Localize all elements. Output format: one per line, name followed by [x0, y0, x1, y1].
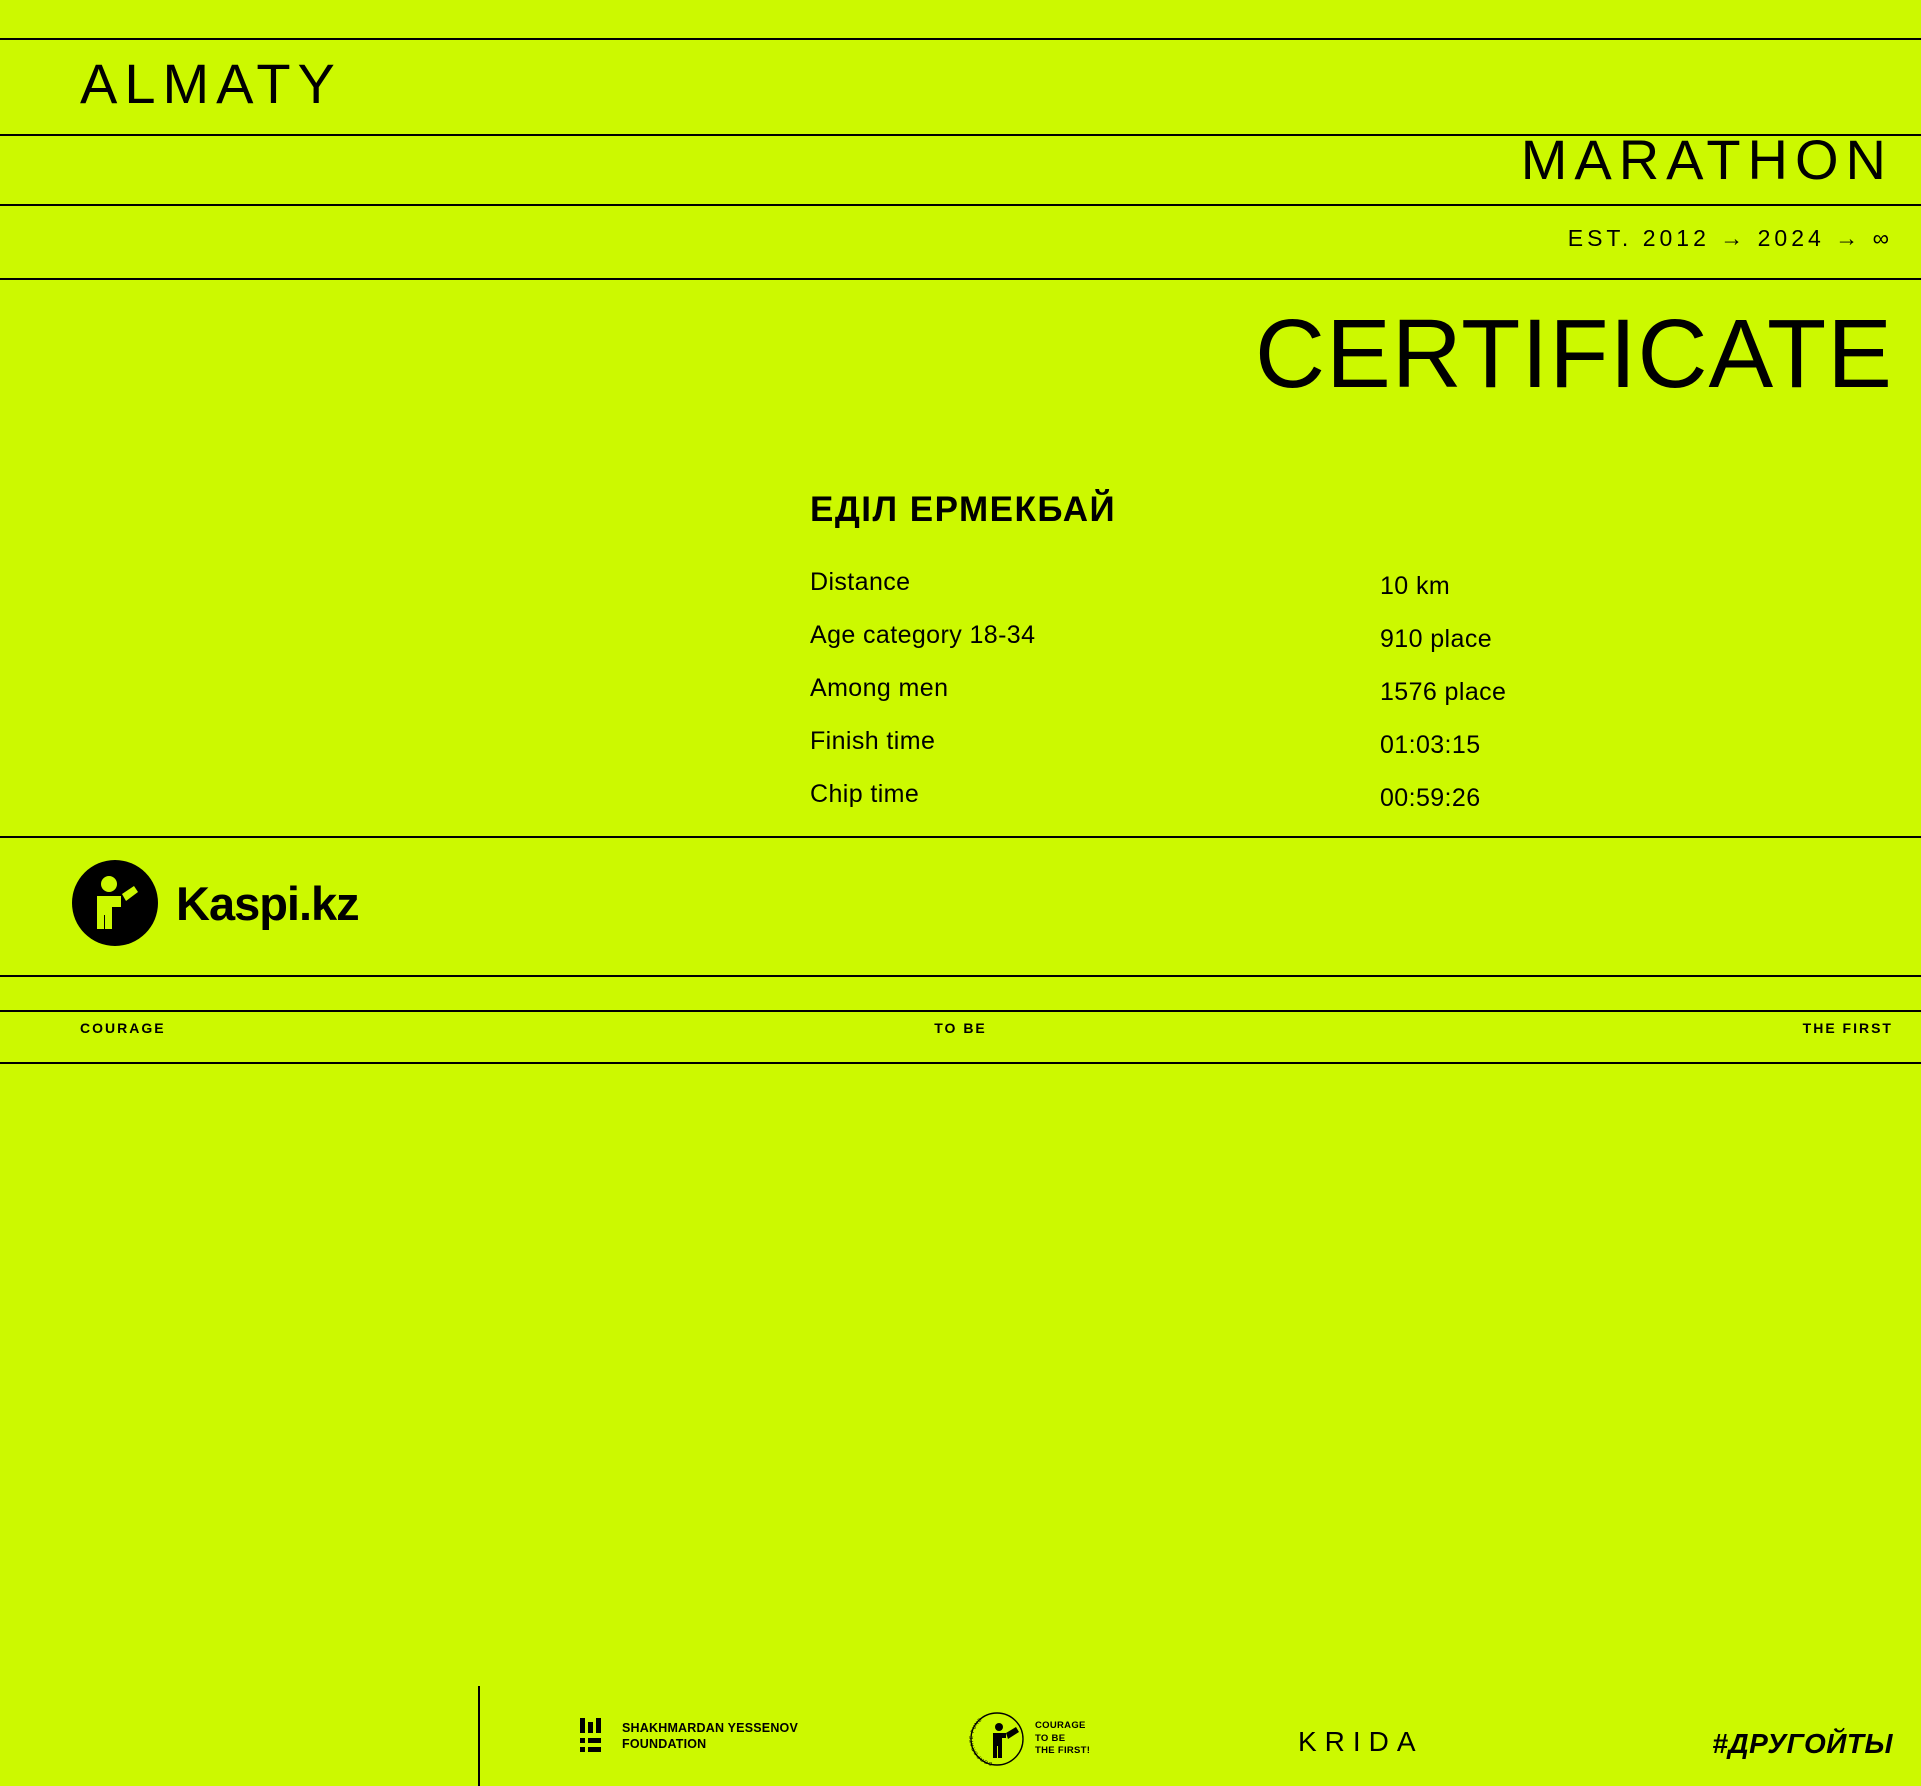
courage-fund-wordmark	[1035, 1720, 1090, 1758]
kaspi-logo-icon	[72, 860, 158, 946]
sponsor-krida: KRIDA	[1298, 1726, 1424, 1757]
table-row	[810, 780, 1810, 833]
result-value: 01:03:15	[1380, 731, 1481, 759]
yessenov-mark-icon	[580, 1718, 610, 1756]
yessenov-wordmark	[622, 1721, 798, 1752]
table-row	[810, 568, 1810, 621]
sponsor-kaspi	[72, 860, 359, 946]
divider-rule-3	[0, 204, 1921, 206]
result-label: Age category 18-34	[810, 621, 1036, 649]
divider-rule-1	[0, 38, 1921, 40]
sponsor-divider	[478, 1686, 480, 1786]
sponsor-hashtag: #ДРУГОЙТЫ	[1712, 1728, 1893, 1759]
divider-rule-6	[0, 975, 1921, 977]
brand-almaty: ALMATY	[80, 52, 342, 115]
result-value: 10 km	[1380, 572, 1451, 600]
yessenov-line-1: SHAKHMARDAN YESSENOV	[622, 1721, 799, 1736]
footer-slogan	[0, 1020, 1921, 1050]
slogan-right: THE FIRST	[1802, 1020, 1893, 1036]
recipient-name: ЕДІЛ ЕРМЕКБАЙ	[810, 490, 1117, 529]
yessenov-line-2: FOUNDATION	[622, 1737, 707, 1751]
svg-text:CORPORATE FUND: CORPORATE FUND	[968, 1716, 994, 1767]
result-label: Finish time	[810, 727, 936, 755]
divider-rule-7	[0, 1010, 1921, 1012]
kaspi-wordmark: Kaspi.kz	[176, 876, 359, 930]
result-label: Among men	[810, 674, 949, 702]
result-value: 1576 place	[1380, 678, 1507, 706]
result-label: Distance	[810, 568, 911, 596]
divider-rule-4	[0, 278, 1921, 280]
sponsor-courage-fund	[968, 1710, 1090, 1768]
table-row	[810, 674, 1810, 727]
slogan-middle: TO BE	[934, 1020, 987, 1036]
courage-line-1: COURAGE	[1035, 1719, 1086, 1731]
courage-line-2: TO BE	[1035, 1732, 1066, 1744]
slogan-left: COURAGE	[80, 1020, 166, 1036]
sponsor-strip	[0, 838, 1921, 1767]
page-title: CERTIFICATE	[1255, 299, 1893, 408]
brand-marathon: MARATHON	[1520, 128, 1893, 191]
results-table	[810, 568, 1810, 833]
courage-line-3: THE FIRST!	[1035, 1745, 1091, 1757]
sponsor-yessenov	[580, 1718, 798, 1756]
divider-rule-8	[0, 1062, 1921, 1064]
result-value: 00:59:26	[1380, 784, 1481, 812]
table-row	[810, 727, 1810, 780]
courage-fund-seal-icon	[968, 1710, 1026, 1768]
established-line: EST. 2012 → 2024 → ∞	[1567, 225, 1893, 251]
result-value: 910 place	[1380, 625, 1493, 653]
table-row	[810, 621, 1810, 674]
result-label: Chip time	[810, 780, 920, 808]
